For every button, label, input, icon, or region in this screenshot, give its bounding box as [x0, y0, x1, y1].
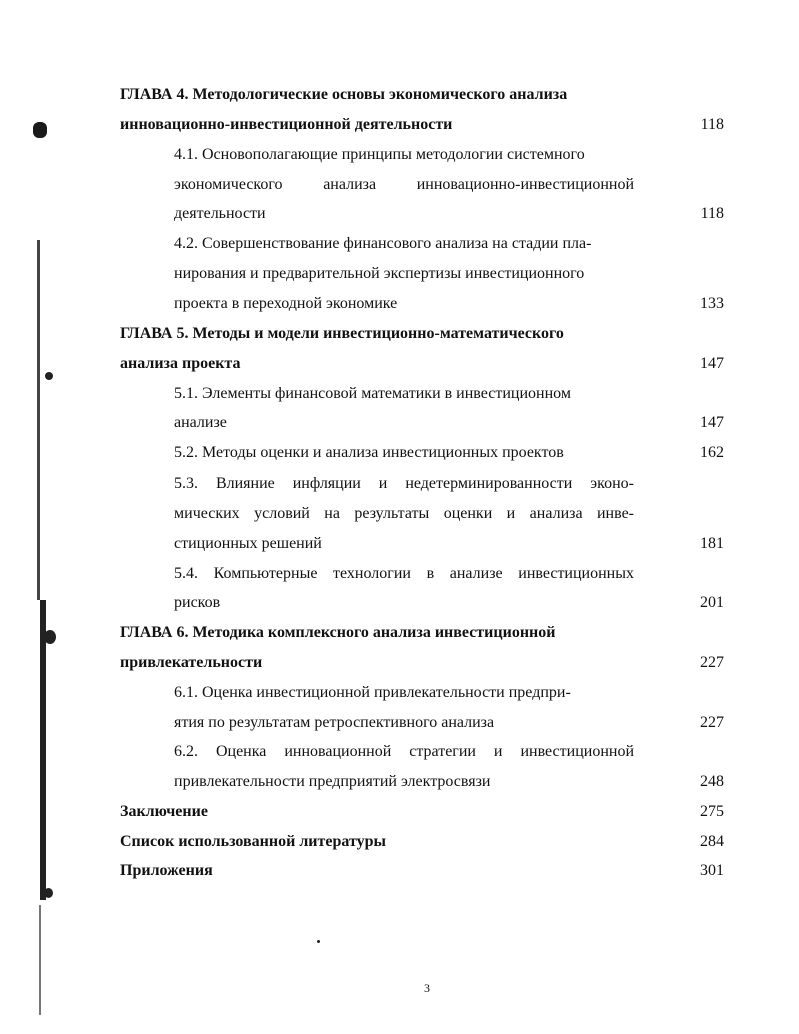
toc-section-line: ятия по результатам ретроспективного анализа: [174, 714, 495, 731]
toc-page-number: 181: [700, 535, 724, 552]
toc-section-line: мических условий на результаты оценки и анализа инве-: [174, 505, 634, 522]
page-number-footer: 3: [424, 981, 430, 995]
toc-chapter-line: анализа проекта: [120, 355, 241, 372]
toc-section-line: 6.2. Оценка инновационной стратегии и инвестиционной: [174, 743, 634, 760]
toc-page-number: 133: [700, 295, 724, 312]
toc-chapter-line: привлекательности: [120, 654, 263, 671]
toc-page-number: 227: [700, 714, 724, 731]
toc-page-number: 284: [700, 833, 724, 850]
scan-edge-line: [37, 240, 40, 600]
toc-chapter-line: Приложения: [120, 862, 213, 879]
toc-page-number: 118: [700, 205, 724, 222]
scan-blot: [33, 122, 47, 138]
toc-section-line: 4.1. Основополагающие принципы методологии системного: [174, 146, 585, 163]
toc-page-number: 275: [700, 803, 724, 820]
toc-section-line: 4.2. Совершенствование финансового анализа на стадии пла-: [174, 235, 592, 252]
toc-page-number: 248: [700, 773, 724, 790]
toc-chapter-line: Заключение: [120, 803, 208, 820]
scan-dot: [45, 372, 53, 380]
toc-section-line: 5.2. Методы оценки и анализа инвестиционных проектов: [174, 444, 564, 461]
toc-section-line: 5.3. Влияние инфляции и недетерминированности эконо-: [174, 475, 634, 492]
toc-section-line: 5.1. Элементы финансовой математики в инвестиционном: [174, 385, 571, 402]
toc-chapter-line: Список использованной литературы: [120, 833, 386, 850]
toc-page-number: 118: [700, 116, 724, 133]
scan-edge-line: [40, 600, 46, 900]
toc-chapter-line: ГЛАВА 4. Методологические основы экономического анализа: [120, 86, 568, 103]
toc-page-number: 201: [700, 594, 724, 611]
toc-section-line: анализе: [174, 414, 227, 431]
toc-section-line: 5.4. Компьютерные технологии в анализе инвестиционных: [174, 565, 634, 582]
toc-page-number: 147: [700, 414, 724, 431]
toc-section-line: стиционных решений: [174, 535, 322, 552]
toc-section-line: 6.1. Оценка инвестиционной привлекательности предпри-: [174, 684, 571, 701]
toc-section-line: нирования и предварительной экспертизы инвестиционного: [174, 265, 585, 282]
scan-edge-line: [39, 905, 41, 1015]
toc-chapter-line: ГЛАВА 5. Методы и модели инвестиционно-математического: [120, 325, 564, 342]
toc-section-line: привлекательности предприятий электросвязи: [174, 773, 491, 790]
scan-dot: [44, 888, 53, 898]
toc-section-line: проекта в переходной экономике: [174, 295, 398, 312]
toc-page-number: 162: [700, 444, 724, 461]
toc-chapter-line: ГЛАВА 6. Методика комплексного анализа инвестиционной: [120, 624, 556, 641]
scan-dot: [317, 940, 320, 943]
toc-chapter-line: инновационно-инвестиционной деятельности: [120, 116, 453, 133]
toc-section-line: деятельности: [174, 205, 266, 222]
toc-page-number: 301: [700, 862, 724, 879]
toc-page-number: 147: [700, 355, 724, 372]
toc-section-line: рисков: [174, 594, 221, 611]
toc-page-number: 227: [700, 654, 724, 671]
scan-dot: [44, 630, 56, 644]
toc-section-line: экономического анализа инновационно-инвестиционной: [174, 176, 634, 193]
